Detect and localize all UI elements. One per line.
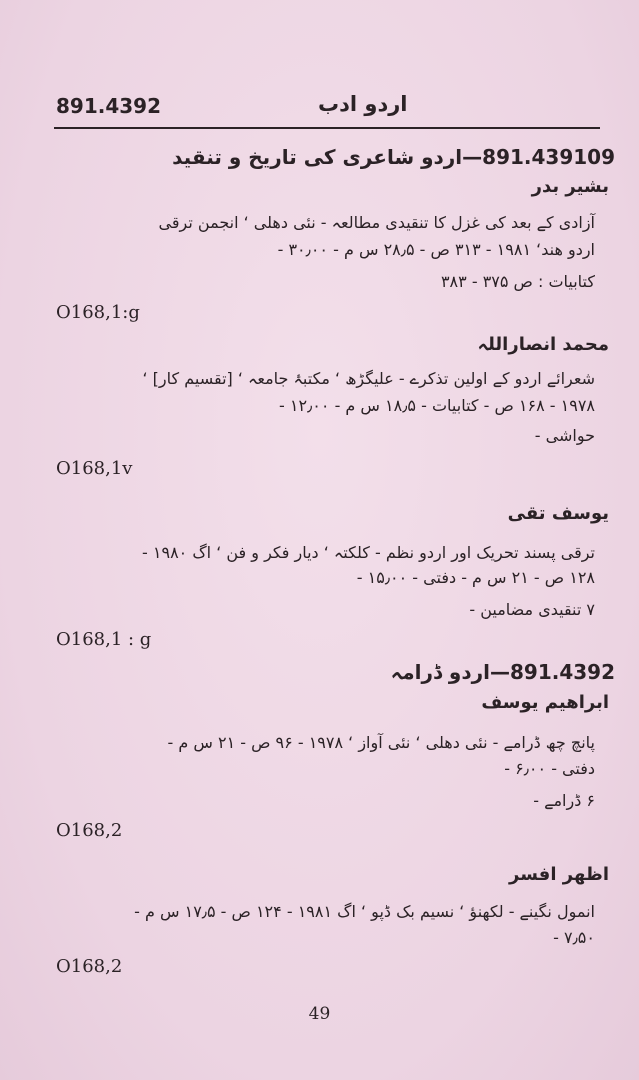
entry-line: ۱۲۸ ص - ۲۱ س م - دفتی - ۱۵٫۰۰ - (356, 568, 595, 587)
call-number: O168,1 : g (56, 629, 152, 650)
entry-author: بشیر بدر (531, 176, 609, 197)
entry-line: دفتی - ۶٫۰۰ - (504, 759, 595, 778)
page-header (56, 92, 598, 126)
page-number: 49 (308, 1004, 331, 1024)
entry-author: اظھر افسر (509, 864, 609, 885)
entry-line: ۷ تنقیدی مضامین - (469, 600, 595, 619)
entry-author: ابراھیم یوسف (481, 692, 609, 713)
header-class-number: 891.4392 (56, 94, 162, 118)
entry-line: ترقی پسند تحریک اور اردو نظم - کلکتہ ‘ دیار فکر و فن ‘ اگ ۱۹۸۰ - (142, 543, 595, 562)
call-number: O168,2 (56, 820, 123, 841)
entry-line: ۷٫۵۰ - (553, 928, 595, 947)
section-heading: 891.4392—اردو ڈرامہ (390, 660, 615, 684)
entry-line: حواشی - (534, 426, 595, 445)
call-number: O168,2 (56, 956, 123, 977)
entry-line: شعرائے اردو کے اولین تذکرے - علیگڑھ ‘ مکتبۂ جامعہ ‘ [تقسیم کار] ‘ (142, 369, 595, 388)
entry-line: ۶ ڈرامے - (533, 791, 595, 810)
entry-line: انمول نگینے - لکھنؤ ‘ نسیم بک ڈپو ‘ اگ ۱۹۸۱ - ۱۲۴ ص - ۱۷٫۵ س م - (134, 902, 595, 921)
entry-author: محمد انصاراللہ (477, 334, 609, 355)
call-number: O168,1v (56, 458, 133, 479)
header-title: اردو ادب (318, 92, 408, 116)
header-rule (54, 127, 600, 129)
call-number: O168,1:g (56, 302, 140, 323)
entry-line: اردو ھند‘ ۱۹۸۱ - ۳۱۳ ص - ۲۸٫۵ س م - ۳۰٫۰۰ - (277, 240, 595, 259)
entry-author: یوسف تقی (507, 503, 609, 524)
section-heading: 891.439109—اردو شاعری کی تاریخ و تنقید (172, 145, 615, 169)
entry-line: پانچ چھ ڈرامے - نئی دھلی ‘ نئی آواز ‘ ۱۹۷۸ - ۹۶ ص - ۲۱ س م - (167, 733, 595, 752)
entry-line: آزادی کے بعد کی غزل کا تنقیدی مطالعہ - نئی دھلی ‘ انجمن ترقی (158, 213, 595, 232)
entry-line: کتابیات : ص ۳۷۵ - ۳۸۳ (440, 272, 595, 291)
entry-line: ۱۹۷۸ - ۱۶۸ ص - کتابیات - ۱۸٫۵ س م - ۱۲٫۰۰ - (279, 396, 595, 415)
